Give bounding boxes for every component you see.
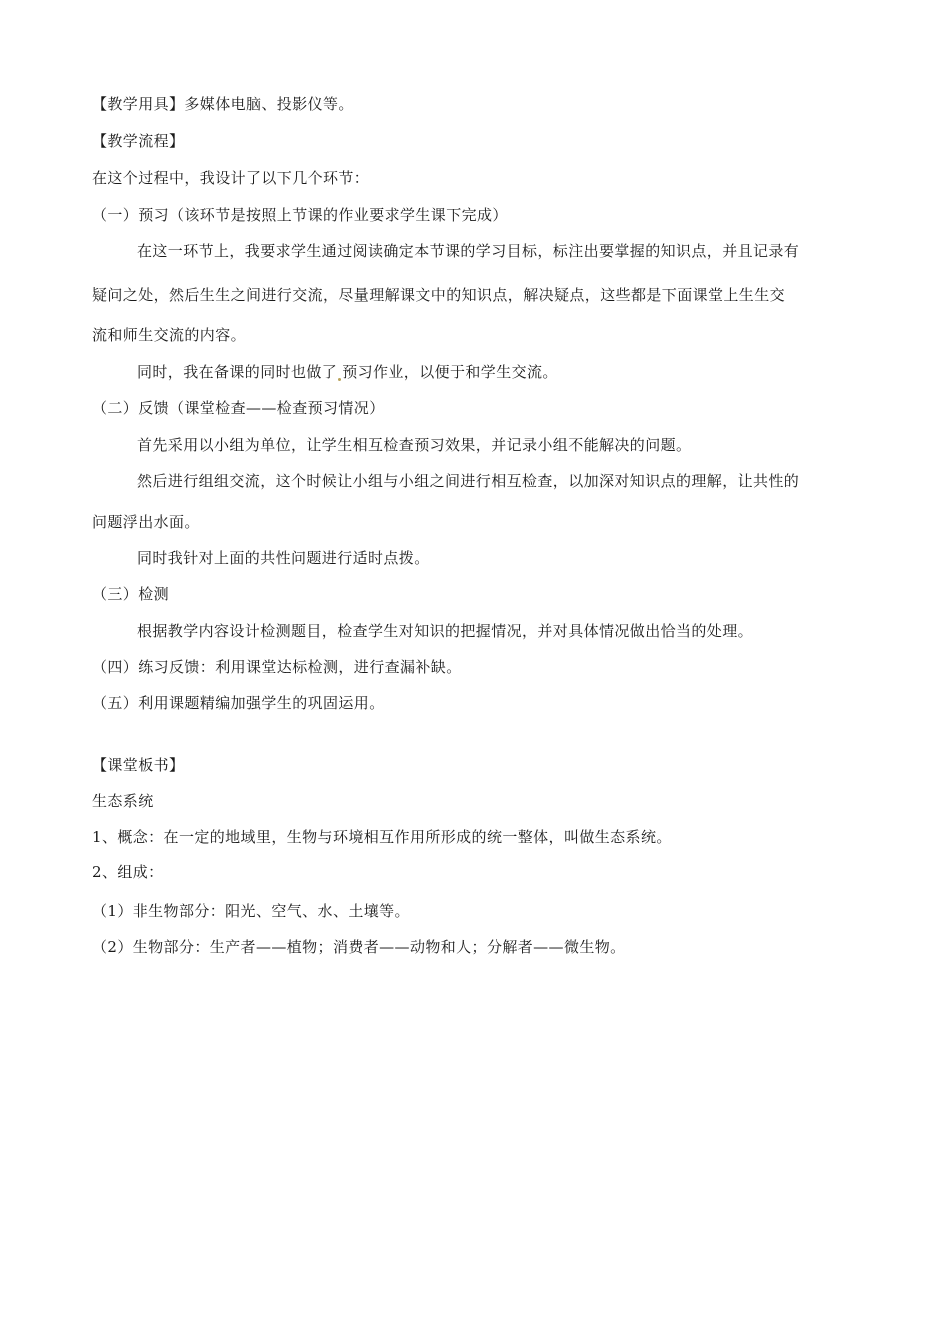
board-item-2: 2、组成： bbox=[92, 863, 164, 881]
section-2-para-2-line-1: 然后进行组组交流，这个时候让小组与小组之间进行相互检查，以加深对知识点的理解，让共性的 bbox=[137, 472, 800, 490]
board-sub-item-1: （1）非生物部分：阳光、空气、水、土壤等。 bbox=[92, 902, 410, 920]
section-1-para-2 bbox=[137, 362, 558, 382]
section-2-para-1: 首先采用以小组为单位，让学生相互检查预习效果，并记录小组不能解决的问题。 bbox=[137, 436, 692, 454]
section-1-para-1-line-3: 流和师生交流的内容。 bbox=[92, 326, 247, 344]
board-title: 生态系统 bbox=[92, 792, 154, 810]
section-1-para-2-part-b: 预习作业，以便于和学生交流。 bbox=[342, 363, 558, 381]
section-2-para-3: 同时我针对上面的共性问题进行适时点拨。 bbox=[137, 549, 430, 567]
teaching-tools-line: 【教学用具】多媒体电脑、投影仪等。 bbox=[92, 95, 354, 113]
section-1-para-1-line-2: 疑问之处，然后生生之间进行交流，尽量理解课文中的知识点，解决疑点，这些都是下面课堂上生生交 bbox=[92, 286, 786, 304]
section-3-title: （三）检测 bbox=[92, 585, 170, 603]
section-2-para-2-line-2: 问题浮出水面。 bbox=[92, 513, 200, 531]
section-4-line: （四）练习反馈：利用课堂达标检测，进行查漏补缺。 bbox=[92, 658, 462, 676]
board-item-1: 1、概念：在一定的地域里，生物与环境相互作用所形成的统一整体，叫做生态系统。 bbox=[92, 828, 672, 846]
section-3-para-1: 根据教学内容设计检测题目，检查学生对知识的把握情况，并对具体情况做出恰当的处理。 bbox=[137, 622, 754, 640]
section-2-title: （二）反馈（课堂检查——检查预习情况） bbox=[92, 399, 385, 417]
board-sub-item-2: （2）生物部分：生产者——植物；消费者——动物和人；分解者——微生物。 bbox=[92, 938, 626, 956]
section-1-para-1-line-1: 在这一环节上，我要求学生通过阅读确定本节课的学习目标，标注出要掌握的知识点，并且记录有 bbox=[137, 242, 800, 260]
stray-mark-icon bbox=[338, 378, 341, 381]
section-1-title: （一）预习（该环节是按照上节课的作业要求学生课下完成） bbox=[92, 206, 508, 224]
section-5-line: （五）利用课题精编加强学生的巩固运用。 bbox=[92, 694, 385, 712]
section-1-para-2-part-a: 同时，我在备课的同时也做了 bbox=[137, 363, 338, 381]
teaching-flow-intro: 在这个过程中，我设计了以下几个环节： bbox=[92, 169, 370, 187]
teaching-flow-heading: 【教学流程】 bbox=[92, 132, 185, 150]
board-heading: 【课堂板书】 bbox=[92, 756, 185, 774]
